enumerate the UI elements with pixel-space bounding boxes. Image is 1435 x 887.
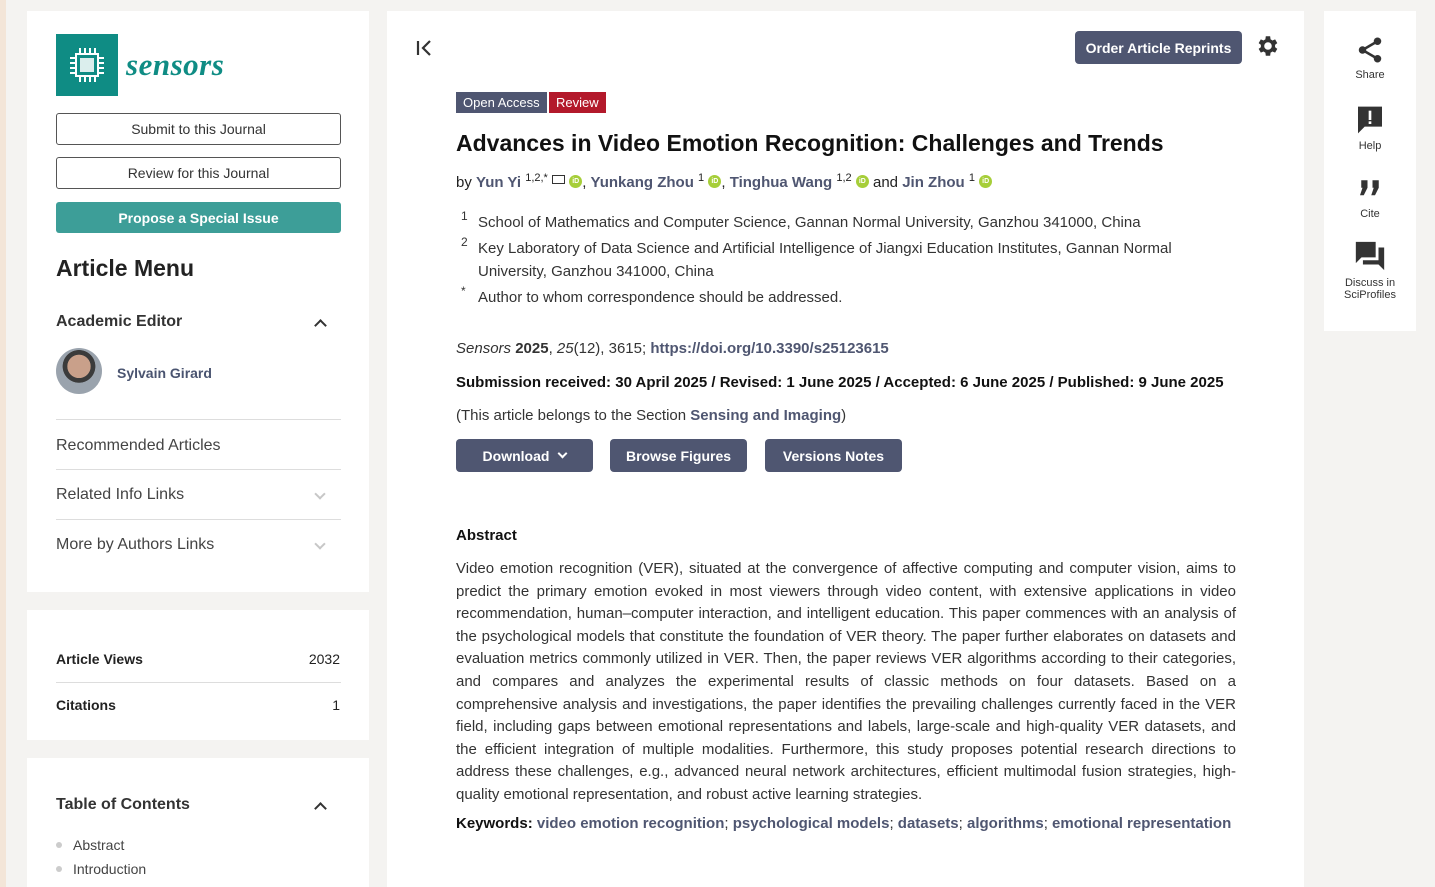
and-label: and bbox=[873, 174, 899, 191]
orcid-icon[interactable]: iD bbox=[979, 175, 992, 188]
author-link[interactable]: Yunkang Zhou bbox=[590, 174, 694, 191]
section-prefix: (This article belongs to the Section bbox=[456, 407, 691, 424]
article-menu-title: Article Menu bbox=[56, 255, 195, 281]
orcid-icon[interactable]: iD bbox=[708, 175, 721, 188]
more-by-authors-toggle[interactable]: More by Authors Links bbox=[56, 536, 215, 553]
doi-link[interactable]: https://doi.org/10.3390/s25123615 bbox=[650, 340, 889, 357]
author-link[interactable]: Yun Yi bbox=[476, 174, 522, 191]
affiliation-text: Key Laboratory of Data Science and Artificial Intelligence of Jiangxi Education Institutes, Gannan Normal University, Ganzhou 341000, China bbox=[478, 240, 1172, 280]
help-icon bbox=[1354, 104, 1386, 136]
citations-label: Citations bbox=[56, 697, 116, 713]
by-label: by bbox=[456, 174, 472, 191]
page-edge bbox=[0, 0, 6, 887]
chip-logo-icon bbox=[56, 34, 118, 96]
download-button[interactable] bbox=[456, 439, 593, 472]
discuss-label: Discuss in bbox=[1344, 277, 1396, 289]
help-button[interactable] bbox=[1324, 104, 1416, 152]
author-affil: 1,2 bbox=[836, 172, 852, 184]
keyword-link[interactable]: algorithms bbox=[967, 815, 1044, 832]
toc-title[interactable]: Table of Contents bbox=[56, 796, 190, 813]
article-views-value: 2032 bbox=[308, 651, 340, 667]
quote-icon bbox=[1355, 174, 1385, 204]
article-menu-panel bbox=[27, 11, 369, 592]
abstract-text: Video emotion recognition (VER), situated at the convergence of affective computing and computer vision, aims to predict the primary emotion evoked in most viewers through video content, with extensive applications in video recommendation, human–computer interaction, and intelligent education. This paper commences with an analysis of the psychological models that constitute the foundation of VER theory. The paper further elaborates on datasets and evaluation metrics commonly utilized in VER. Then, the paper reviews VER algorithms according to their categories, and compares and analyzes the experimental results of classic methods on four datasets. Based on a comprehensive analysis and investigations, the paper identifies the prevailing challenges currently faced in the VER field, including gaps between emotional representations and labels, large-scale and high-quality VER datasets, and the efficient integration of multiple modalities. Furthermore, this study proposes potential research directions to address these challenges, e.g., advanced neural network architectures, efficient multimodal fusion strategies, high-quality emotional representation, and robust active learning strategies. bbox=[456, 560, 1236, 803]
table-of-contents-panel bbox=[27, 758, 369, 887]
affiliation-text: School of Mathematics and Computer Science, Gannan Normal University, Ganzhou 341000, China bbox=[478, 214, 1141, 231]
affiliation-number: * bbox=[461, 284, 466, 298]
author-affil: 1,2,* bbox=[525, 172, 548, 184]
collapse-sidebar-icon[interactable] bbox=[415, 39, 433, 63]
section-line bbox=[456, 407, 846, 424]
affiliation-number: 1 bbox=[461, 209, 468, 223]
keyword-link[interactable]: datasets bbox=[897, 815, 959, 832]
related-info-links-toggle[interactable]: Related Info Links bbox=[56, 486, 185, 503]
open-access-badge: Open Access bbox=[456, 92, 547, 113]
download-label: Download bbox=[482, 447, 550, 464]
journal-name: sensors bbox=[126, 47, 225, 82]
bullet bbox=[56, 842, 62, 848]
order-reprints-button[interactable]: Order Article Reprints bbox=[1075, 31, 1242, 64]
author-affil: 1 bbox=[698, 172, 705, 184]
gear-icon[interactable] bbox=[1254, 33, 1280, 59]
chevron-up-icon[interactable] bbox=[314, 319, 327, 332]
side-toolbar bbox=[1324, 11, 1416, 331]
editor-name-link[interactable]: Sylvain Girard bbox=[117, 365, 212, 381]
sciprofiles-label: SciProfiles bbox=[1344, 289, 1396, 301]
abstract-heading: Abstract bbox=[456, 527, 517, 544]
share-label: Share bbox=[1355, 69, 1385, 81]
forum-icon bbox=[1353, 239, 1387, 273]
affiliation-number: 2 bbox=[461, 235, 468, 249]
publication-dates: Submission received: 30 April 2025 / Revised: 1 June 2025 / Accepted: 6 June 2025 / Published: 9 June 2025 bbox=[456, 374, 1224, 391]
keywords-label: Keywords: bbox=[456, 815, 533, 832]
keywords-line: Keywords: video emotion recognition; psychological models; datasets; algorithms; emotional representation bbox=[456, 815, 1232, 832]
article-main bbox=[387, 11, 1304, 887]
keyword-link[interactable]: video emotion recognition bbox=[536, 815, 725, 832]
chevron-down-icon[interactable] bbox=[314, 488, 325, 499]
toc-item-abstract[interactable]: Abstract bbox=[73, 837, 125, 853]
review-for-journal-button[interactable]: Review for this Journal bbox=[56, 157, 341, 189]
affiliation bbox=[456, 286, 1216, 309]
help-label: Help bbox=[1358, 140, 1382, 152]
article-metrics-panel bbox=[27, 610, 369, 740]
bullet bbox=[56, 866, 62, 872]
keyword-link[interactable]: emotional representation bbox=[1052, 815, 1232, 832]
orcid-icon[interactable]: iD bbox=[856, 175, 869, 188]
orcid-icon[interactable]: iD bbox=[569, 175, 582, 188]
affiliation-text: Author to whom correspondence should be addressed. bbox=[478, 289, 843, 306]
citation-year: 2025 bbox=[515, 340, 549, 357]
divider bbox=[56, 419, 341, 420]
author-link[interactable]: Jin Zhou bbox=[902, 174, 965, 191]
divider bbox=[56, 682, 341, 683]
share-icon bbox=[1355, 35, 1385, 65]
academic-editor-toggle[interactable]: Academic Editor bbox=[56, 313, 183, 330]
discuss-sciprofiles-button[interactable] bbox=[1324, 239, 1416, 301]
share-button[interactable] bbox=[1324, 35, 1416, 81]
citation-line: Sensors 2025, 25(12), 3615; https://doi.org/10.3390/s25123615 bbox=[456, 340, 889, 357]
mail-icon[interactable] bbox=[552, 175, 565, 184]
toc-item-introduction[interactable]: Introduction bbox=[73, 861, 147, 877]
article-views-label: Article Views bbox=[56, 651, 143, 667]
cite-button[interactable] bbox=[1324, 174, 1416, 220]
keyword-link[interactable]: psychological models bbox=[732, 815, 890, 832]
author-affil: 1 bbox=[968, 172, 975, 184]
affiliation bbox=[456, 237, 1216, 283]
cite-label: Cite bbox=[1360, 208, 1380, 220]
chevron-down-icon[interactable] bbox=[314, 538, 325, 549]
article-title: Advances in Video Emotion Recognition: Challenges and Trends bbox=[456, 130, 1164, 156]
author-link[interactable]: Tinghua Wang bbox=[729, 174, 833, 191]
article-type-badge: Review bbox=[549, 92, 606, 113]
versions-notes-button[interactable]: Versions Notes bbox=[765, 439, 902, 472]
chevron-up-icon[interactable] bbox=[314, 802, 327, 815]
recommended-articles-link[interactable]: Recommended Articles bbox=[56, 437, 221, 454]
section-link[interactable]: Sensing and Imaging bbox=[690, 407, 842, 424]
avatar bbox=[56, 348, 102, 394]
citation-issue: (12), 3615; bbox=[573, 340, 651, 357]
propose-special-issue-button[interactable]: Propose a Special Issue bbox=[56, 202, 341, 233]
journal-logo[interactable] bbox=[56, 34, 224, 96]
citations-value: 1 bbox=[332, 697, 340, 713]
divider bbox=[56, 519, 341, 520]
affiliation bbox=[456, 211, 1216, 234]
journal-name: Sensors bbox=[456, 340, 512, 357]
citation-volume: 25 bbox=[556, 340, 574, 357]
submit-to-journal-button[interactable]: Submit to this Journal bbox=[56, 113, 341, 145]
browse-figures-button[interactable]: Browse Figures bbox=[610, 439, 747, 472]
divider bbox=[56, 469, 341, 470]
section-suffix: ) bbox=[841, 407, 847, 424]
chevron-down-icon bbox=[558, 449, 568, 459]
author-list: by Yun Yi $^{1,2,*}$ iD , Yunkang Zhou $^1$ iD , Tinghua Wang $^{1,2}$ iD and Jin Zhou $^1$ iD bbox=[456, 172, 992, 191]
